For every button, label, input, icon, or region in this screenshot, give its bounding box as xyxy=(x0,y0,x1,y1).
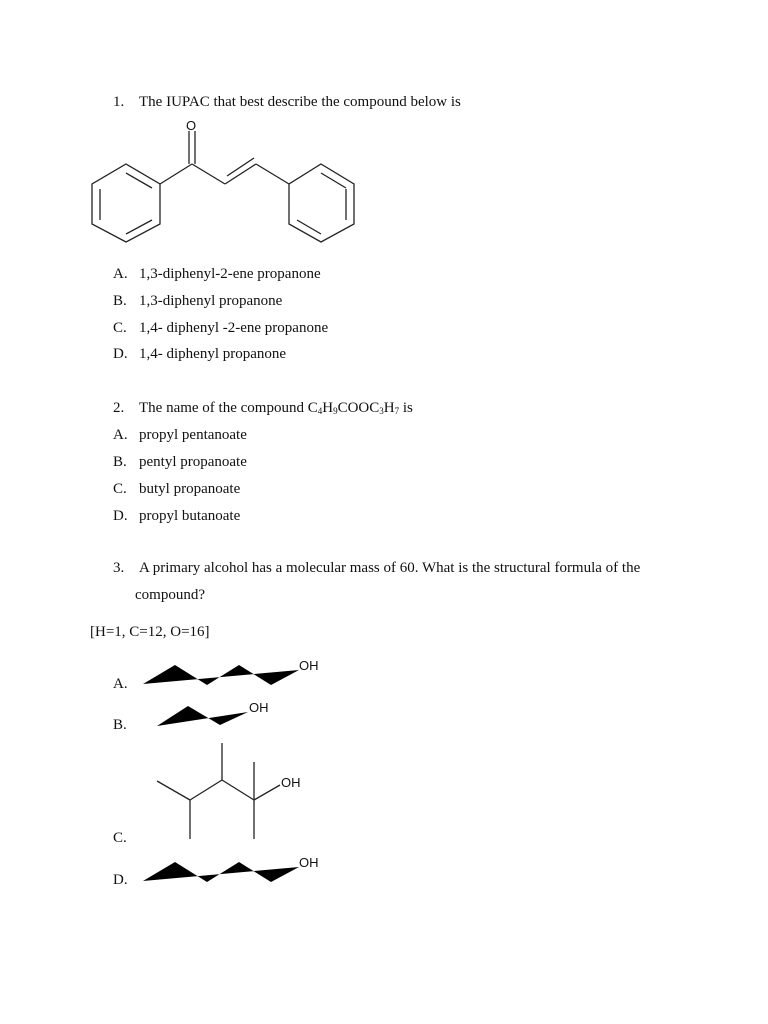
option-1b[interactable] xyxy=(113,294,282,309)
question-text: The name of the compound xyxy=(139,400,308,416)
oxygen-label: O xyxy=(186,118,197,133)
option-letter: B. xyxy=(113,454,127,470)
option-3b-letter[interactable]: B. xyxy=(113,717,127,733)
structure-option-d xyxy=(140,852,340,892)
option-letter: C. xyxy=(113,320,127,336)
chalcone-structure xyxy=(80,116,380,256)
question-text: A primary alcohol has a molecular mass of 60. What is the structural formula of the xyxy=(139,560,641,576)
hydroxyl-label: OH xyxy=(299,658,319,673)
question-number: 2. xyxy=(113,400,125,416)
question-3 xyxy=(113,561,640,576)
option-letter: D. xyxy=(113,346,128,362)
question-3-continued: compound? xyxy=(135,587,205,603)
option-letter: A. xyxy=(113,266,128,282)
hydroxyl-label: OH xyxy=(299,855,319,870)
option-2c[interactable] xyxy=(113,482,240,497)
question-2 xyxy=(113,401,413,416)
option-letter: B. xyxy=(113,293,127,309)
option-text: 1,3-diphenyl-2-ene propanone xyxy=(139,266,321,282)
option-1c[interactable] xyxy=(113,321,328,336)
option-text: pentyl propanoate xyxy=(139,454,247,470)
option-3d-letter[interactable]: D. xyxy=(113,872,128,888)
option-letter: A. xyxy=(113,427,128,443)
option-1a[interactable] xyxy=(113,267,321,282)
option-letter: D. xyxy=(113,508,128,524)
option-text: 1,3-diphenyl propanone xyxy=(139,293,283,309)
chemical-formula: $C_4H_9COOC_3H_7$ xyxy=(307,400,400,416)
hydroxyl-label: OH xyxy=(249,700,269,715)
option-text: 1,4- diphenyl -2-ene propanone xyxy=(139,320,329,336)
option-3a-letter[interactable]: A. xyxy=(113,676,128,692)
option-2d[interactable] xyxy=(113,509,240,524)
option-1d[interactable] xyxy=(113,347,286,362)
question-number: 3. xyxy=(113,560,125,576)
option-3c-letter[interactable]: C. xyxy=(113,830,127,846)
option-2b[interactable] xyxy=(113,455,247,470)
atomic-masses: [H=1, C=12, O=16] xyxy=(90,624,210,640)
structure-option-c xyxy=(150,738,330,848)
option-text: propyl butanoate xyxy=(139,508,241,524)
option-2a[interactable] xyxy=(113,428,247,443)
structure-option-a xyxy=(140,655,340,695)
option-text: butyl propanoate xyxy=(139,481,241,497)
hydroxyl-label: OH xyxy=(281,775,301,790)
option-text: 1,4- diphenyl propanone xyxy=(139,346,287,362)
question-number: 1. xyxy=(113,94,125,110)
question-1 xyxy=(113,95,461,110)
question-text-end: is xyxy=(399,400,413,416)
option-text: propyl pentanoate xyxy=(139,427,247,443)
structure-option-b xyxy=(155,698,305,738)
question-text: The IUPAC that best describe the compound below is xyxy=(139,94,461,110)
option-letter: C. xyxy=(113,481,127,497)
